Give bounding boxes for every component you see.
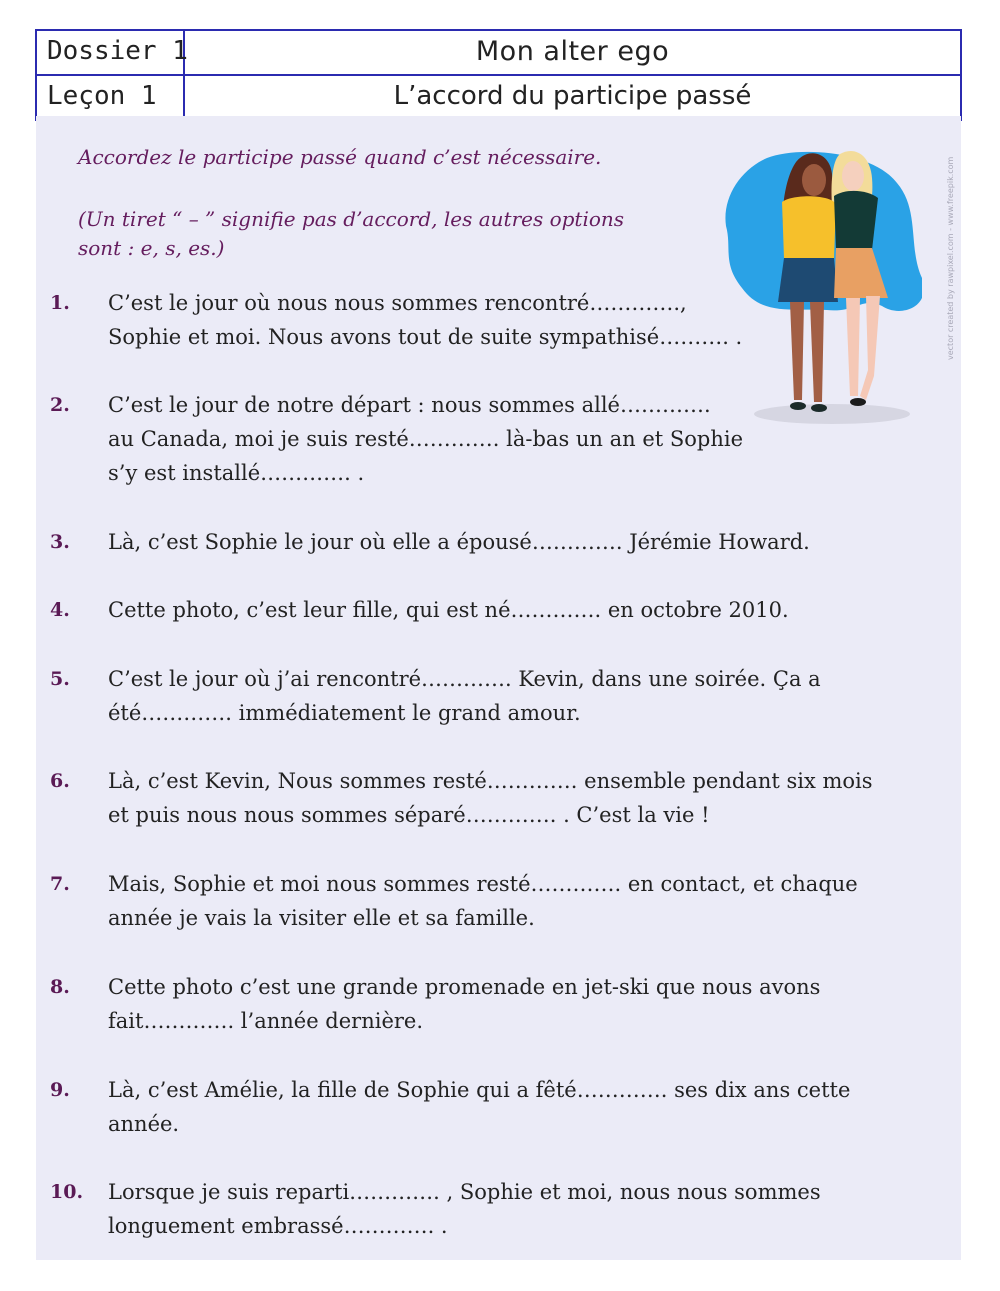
exercise-text: C’est le jour où nous nous sommes rencontré…………., Sophie et moi. Nous avons tout de suite sympathisé………. . — [108, 291, 743, 349]
lesson-subtitle: L’accord du participe passé — [393, 81, 752, 111]
exercise-number: 9. — [50, 1079, 70, 1101]
exercise-number: 10. — [50, 1181, 84, 1203]
exercise-4 — [50, 593, 930, 627]
exercise-1 — [50, 286, 930, 354]
instruction-note-line2: sont : e, s, es.) — [78, 236, 225, 260]
exercise-8 — [50, 970, 930, 1038]
instruction-main: Accordez le participe passé quand c’est nécessaire. — [78, 145, 602, 169]
exercise-number: 2. — [50, 394, 70, 416]
exercise-number: 8. — [50, 976, 70, 998]
exercise-3 — [50, 525, 930, 559]
exercise-7 — [50, 867, 930, 935]
exercise-9 — [50, 1073, 930, 1141]
dossier-label: Dossier 1 — [37, 31, 185, 74]
exercise-6 — [50, 764, 930, 832]
exercise-2 — [50, 388, 930, 490]
instruction-note-line1: (Un tiret “ – ” signifie pas d’accord, les autres options — [78, 207, 625, 231]
exercise-number: 7. — [50, 873, 70, 895]
exercise-text: Là, c’est Sophie le jour où elle a épousé…………. Jérémie Howard. — [108, 530, 810, 554]
header-row-lesson — [37, 74, 960, 119]
exercise-text: Mais, Sophie et moi nous sommes resté…………. en contact, et chaque année je vais la visiter elle et sa famille. — [108, 872, 858, 930]
header-table — [35, 29, 962, 121]
exercise-5 — [50, 662, 930, 730]
exercise-text: Cette photo c’est une grande promenade en jet-ski que nous avons fait…………. l’année dernière. — [108, 975, 821, 1033]
exercise-10 — [50, 1175, 930, 1243]
exercise-number: 6. — [50, 770, 70, 792]
image-credit: vector created by rawpixel.com - www.freepik.com — [946, 156, 955, 360]
exercise-number: 1. — [50, 292, 70, 314]
page-title: Mon alter ego — [475, 36, 670, 67]
header-row-dossier — [37, 31, 960, 74]
exercise-text: Lorsque je suis reparti…………. , Sophie et moi, nous nous sommes longuement embrassé…………. . — [108, 1180, 821, 1238]
lesson-label: Leçon 1 — [37, 76, 185, 119]
exercise-text: C’est le jour où j’ai rencontré…………. Kevin, dans une soirée. Ça a été…………. immédiatement le grand amour. — [108, 667, 821, 725]
exercise-text: Cette photo, c’est leur fille, qui est né…………. en octobre 2010. — [108, 598, 789, 622]
exercise-number: 3. — [50, 531, 70, 553]
exercise-number: 4. — [50, 599, 70, 621]
exercise-text: C’est le jour de notre départ : nous sommes allé…………. au Canada, moi je suis resté…………. là-bas un an et Sophie s’y est installé…………. . — [108, 393, 744, 485]
exercise-number: 5. — [50, 668, 70, 690]
exercise-text: Là, c’est Kevin, Nous sommes resté…………. ensemble pendant six mois et puis nous nous sommes séparé…………. . C’est la vie ! — [108, 769, 873, 827]
exercise-text: Là, c’est Amélie, la fille de Sophie qui a fêté…………. ses dix ans cette année. — [108, 1078, 851, 1136]
